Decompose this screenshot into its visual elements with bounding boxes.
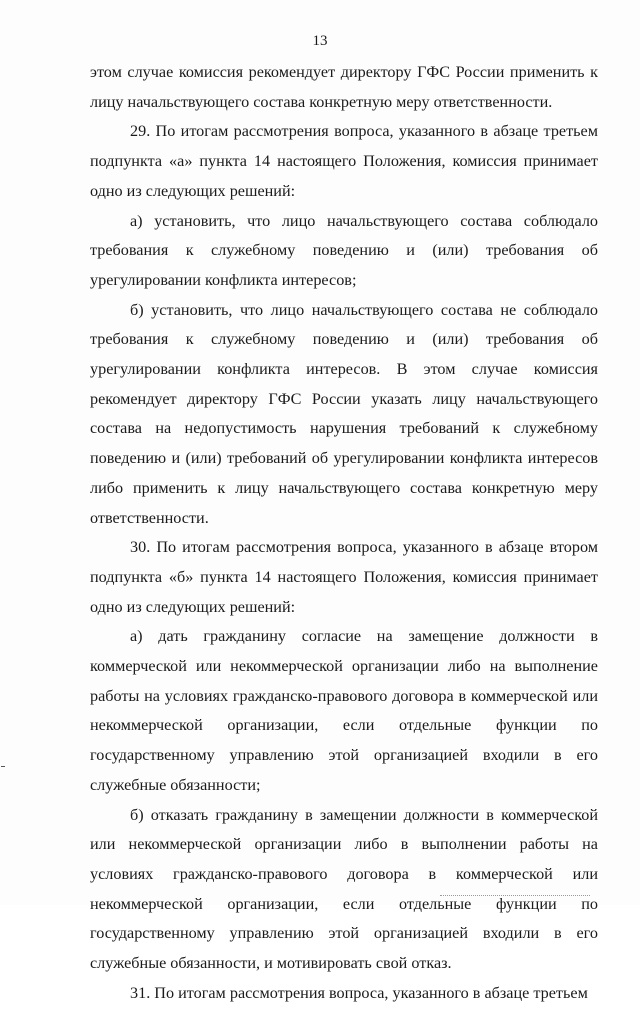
paragraph-30a: а) дать гражданину согласие на замещение должности в коммерческой или некоммерческой организации либо на выполнение работы на условиях гражданско-правового договора в коммерческой или некоммерческой организации, если отдельные функции по государственному управлению этой организацией входили в его служебные обязанности;: [90, 627, 598, 794]
page-number: 13: [312, 33, 328, 49]
document-body: [90, 58, 598, 1009]
scan-margin-mark: [1, 766, 5, 767]
scan-edge-artifact: [440, 895, 590, 897]
paragraph-30b: б) отказать гражданину в замещении должности в коммерческой или некоммерческой организации либо в выполнении работы на условиях гражданско-правового договора в коммерческой или некоммерческой организации, если отдельные функции по государственному управлению этой организацией входили в его служебные обязанности, и мотивировать свой отказ.: [90, 805, 598, 973]
paragraph-29: 29. По итогам рассмотрения вопроса, указанного в абзаце третьем подпункта «а» пункта 14 настоящего Положения, комиссия принимает одно из следующих решений:: [90, 122, 598, 200]
paragraph-29b: б) установить, что лицо начальствующего состава не соблюдало требования к служебному поведению и (или) требования об урегулировании конфликта интересов. В этом случае комиссия рекомендует директору ГФС России указать лицу начальствующего состава на недопустимость нарушения требований к служебному поведению и (или) требований об урегулировании конфликта интересов либо применить к лицу начальствующего состава конкретную меру ответственности.: [90, 300, 598, 527]
paragraph-continuation: этом случае комиссия рекомендует директору ГФС России применить к лицу начальствующего состава конкретную меру ответственности.: [90, 63, 598, 111]
paragraph-29a: а) установить, что лицо начальствующего состава соблюдало требования к служебному поведению и (или) требования об урегулировании конфликта интересов;: [90, 211, 598, 289]
paragraph-31: 31. По итогам рассмотрения вопроса, указанного в абзаце третьем: [130, 983, 588, 1002]
paragraph-30: 30. По итогам рассмотрения вопроса, указанного в абзаце втором подпункта «б» пункта 14 настоящего Положения, комиссия принимает одно из следующих решений:: [90, 538, 598, 616]
